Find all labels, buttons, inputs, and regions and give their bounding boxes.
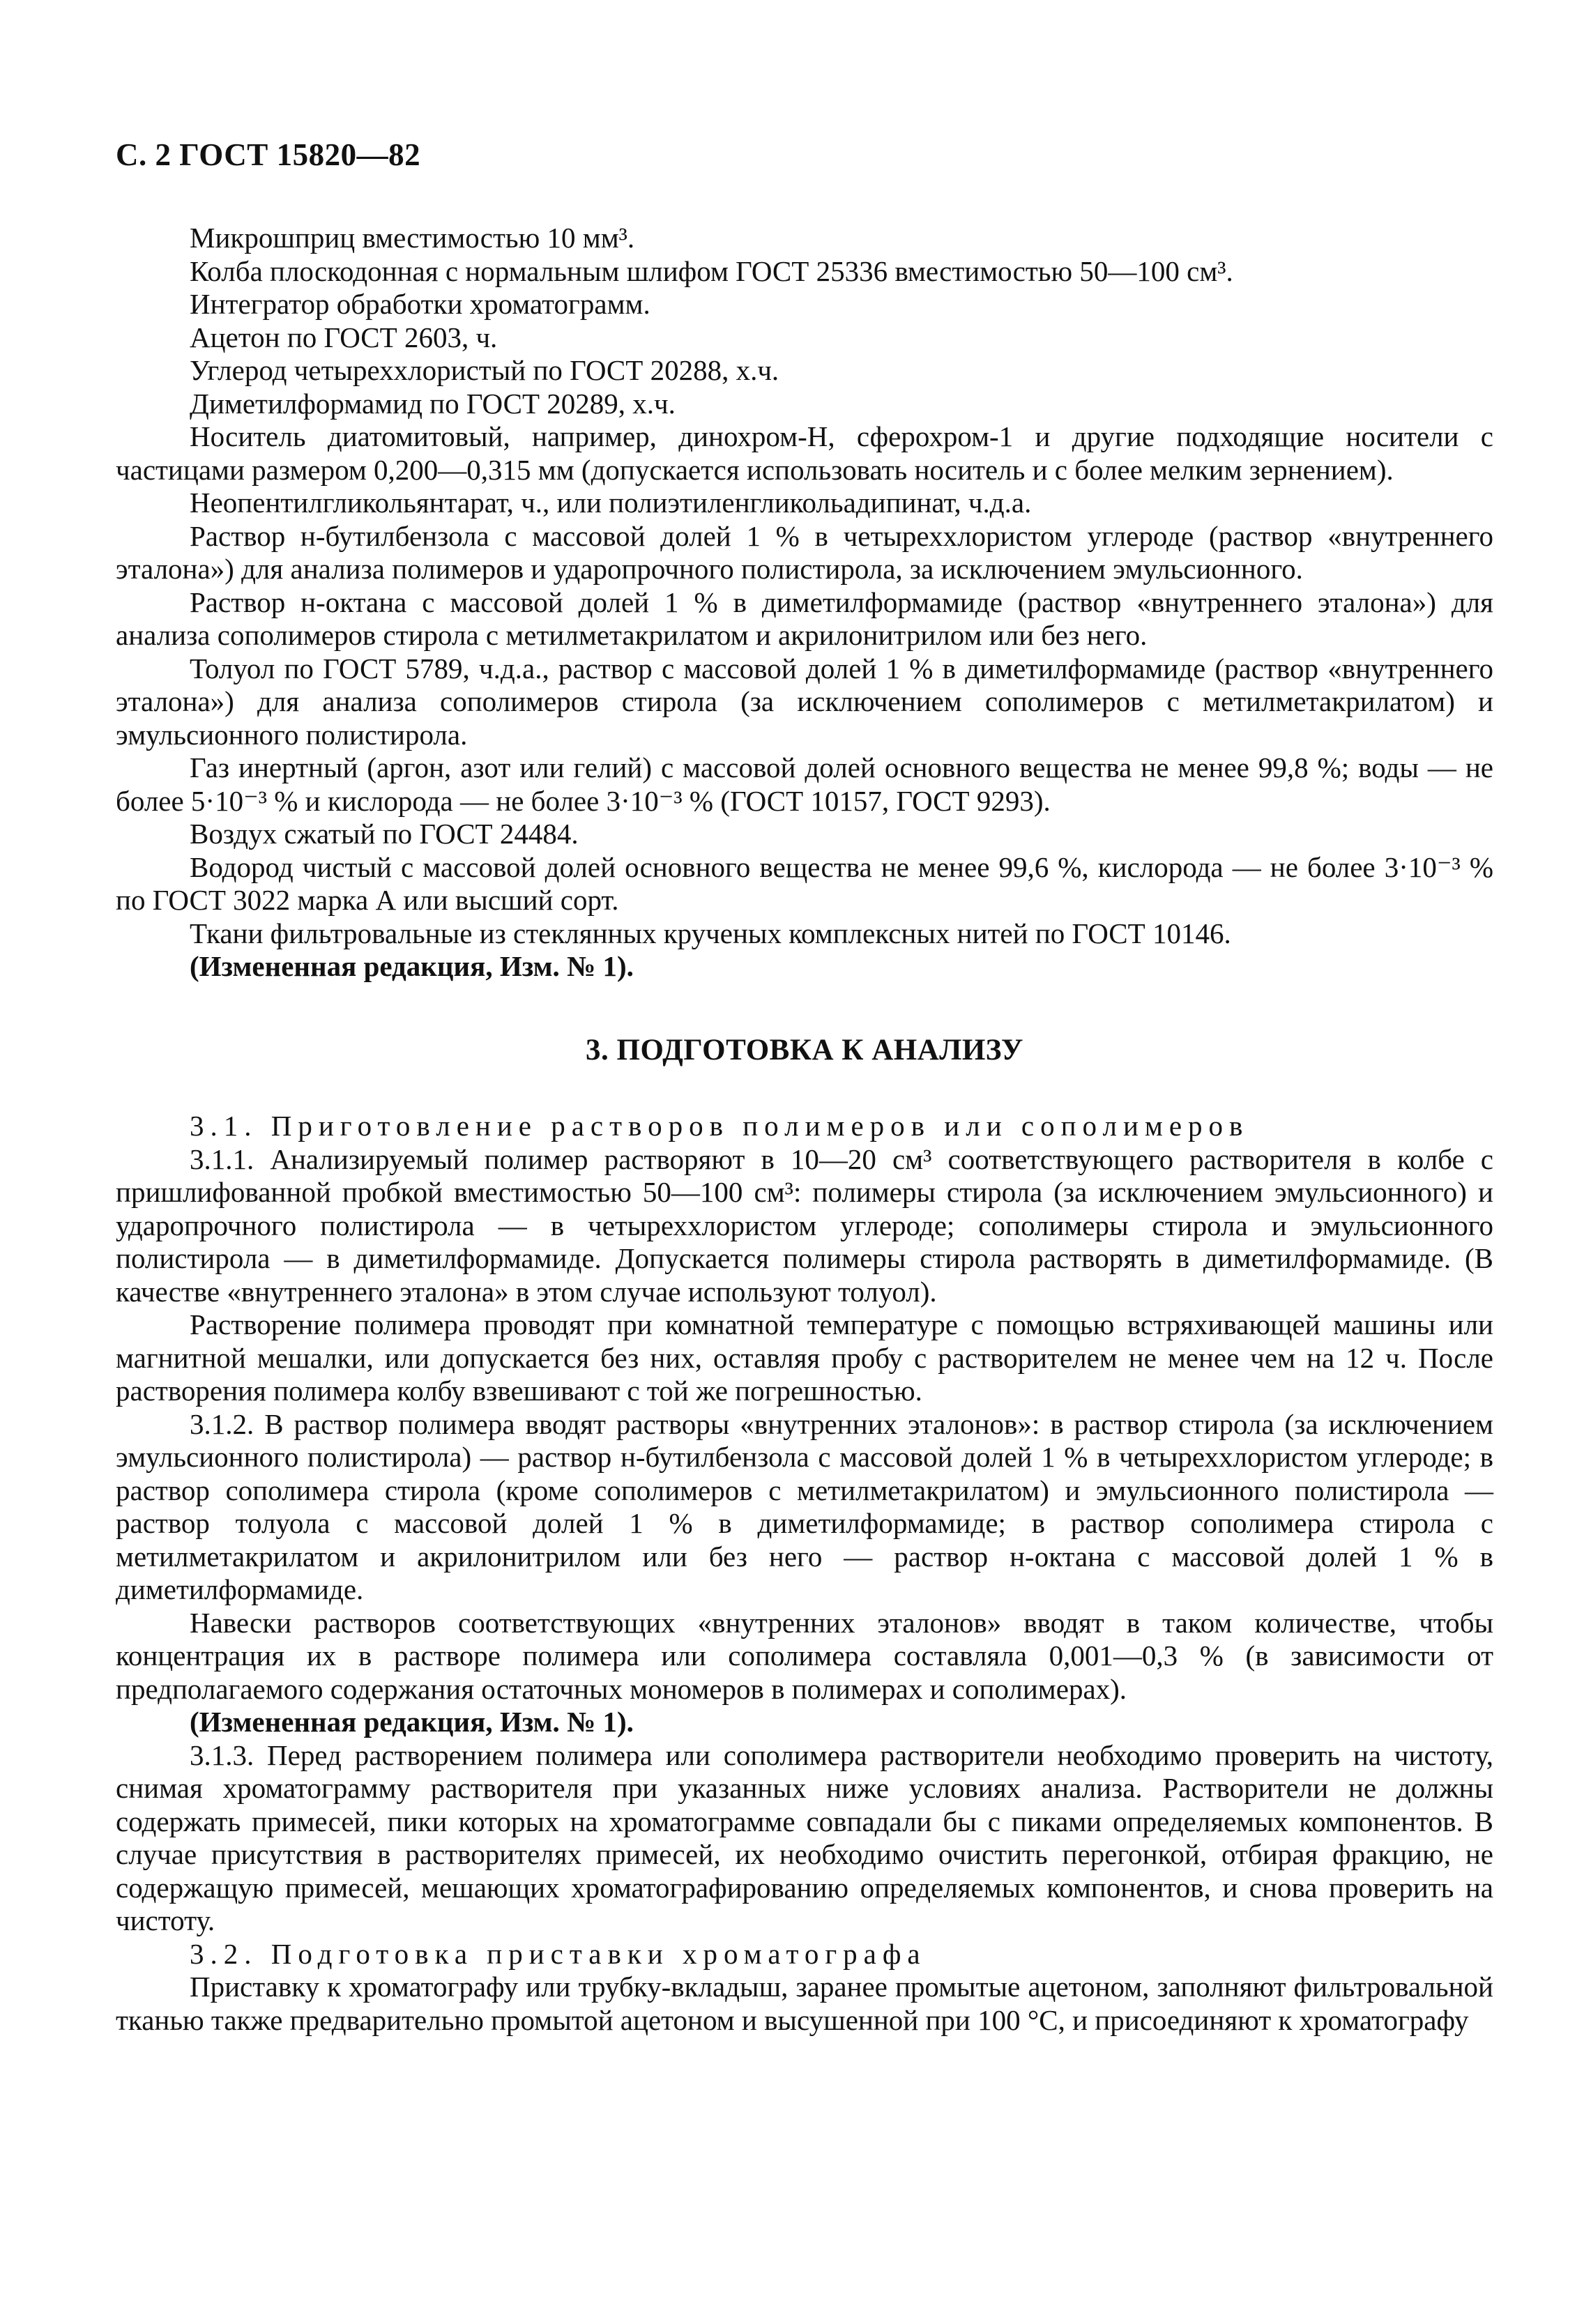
clause-3-1-2: 3.1.2. В раствор полимера вводят растворы «внутренних эталонов»: в раствор стирола (за исключением эмульсионного полистирола) — раствор н-бутилбензола с массовой долей 1 % в четыреххлористом углероде; в раствор сополимера стирола (кроме сополимеров с метилметакрилатом) и эмульсионного полистирола — раствор толуола с массовой долей 1 % в диметилформамиде; в раствор сополимера стирола с метилметакрилатом и акрилонитрилом или без него — раствор н-октана с массовой долей 1 % в диметилформамиде. — [116, 1407, 1493, 1605]
subsection-title-3-2: 3.2. Подготовка приставки хроматографа — [190, 1937, 927, 1970]
page-header: С. 2 ГОСТ 15820—82 — [116, 137, 421, 172]
clause-3-1-1: 3.1.1. Анализируемый полимер растворяют в 10—20 см³ соответствующего растворителя в колбе с пришлифованной пробкой вместимостью 50—100 см³: полимеры стирола (за исключением эмульсионного) и ударопрочного полистирола — в четыреххлористом углероде; сополимеры стирола и эмульсионного полистирола — в диметилформамиде. Допускается полимеры стирола растворять в диметилформамиде. (В качестве «внутреннего эталона» в этом случае используют толуол). — [116, 1142, 1493, 1308]
document-body — [116, 222, 1493, 2037]
amendment-note: (Измененная редакция, Изм. № 1). — [190, 1706, 634, 1738]
item-carbon-tetrachloride: Углерод четыреххлористый по ГОСТ 20288, х.ч. — [190, 354, 779, 386]
item-octane: Раствор н-октана с массовой долей 1 % в диметилформамиде (раствор «внутреннего эталона») для анализа сополимеров стирола с метилметакрилатом и акрилонитрилом или без него. — [116, 586, 1493, 651]
clause-3-1-3: 3.1.3. Перед растворением полимера или сополимера растворители необходимо проверить на чистоту, снимая хроматограмму растворителя при указанных ниже условиях анализа. Растворители не должны содержать примесей, пики которых на хроматограмме совпадали бы с пиками определяемых компонентов. В случае присутствия в растворителях примесей, их необходимо очистить перегонкой, отбирая фракцию, не содержащую примесей, мешающих хроматографированию определяемых компонентов, и снова проверить на чистоту. — [116, 1738, 1493, 1936]
amendment-note: (Измененная редакция, Изм. № 1). — [190, 950, 634, 982]
item-carrier: Носитель диатомитовый, например, динохром-Н, сферохром-1 и другие подходящие носители с частицами размером 0,200—0,315 мм (допускается использовать носитель и с более мелким зернением). — [116, 420, 1493, 486]
item-butylbenzene: Раствор н-бутилбензола с массовой долей 1 % в четыреххлористом углероде (раствор «внутреннего эталона») для анализа полимеров и ударопрочного полистирола, за исключением эмульсионного. — [116, 519, 1493, 585]
item-integrator: Интегратор обработки хроматограмм. — [190, 288, 650, 320]
paragraph-dissolution: Растворение полимера проводят при комнатной температуре с помощью встряхивающей машины или магнитной мешалки, или допускается без них, оставляя пробу с растворителем не менее чем на 12 ч. После растворения полимера колбу взвешивают с той же погрешностью. — [116, 1308, 1493, 1407]
item-toluene: Толуол по ГОСТ 5789, ч.д.а., раствор с массовой долей 1 % в диметилформамиде (раствор «внутреннего эталона») для анализа сополимеров стирола (за исключением сополимеров с метилметакрилатом) и эмульсионного полистирола. — [116, 652, 1493, 751]
item-fabric: Ткани фильтровальные из стеклянных крученых комплексных нитей по ГОСТ 10146. — [190, 917, 1231, 949]
item-flask: Колба плоскодонная с нормальным шлифом ГОСТ 25336 вместимостью 50—100 см³. — [190, 254, 1233, 287]
item-inert-gas: Газ инертный (аргон, азот или гелий) с массовой долей основного вещества не менее 99,8 %; воды — не более 5·10⁻³ % и кислорода — не более 3·10⁻³ % (ГОСТ 10157, ГОСТ 9293). — [116, 751, 1493, 817]
paragraph-weights: Навески растворов соответствующих «внутренних эталонов» вводят в таком количестве, чтобы концентрация их в растворе полимера или сополимера составляла 0,001—0,3 % (в зависимости от предполагаемого содержания остаточных мономеров в полимерах и сополимерах). — [116, 1606, 1493, 1705]
item-neopentyl: Неопентилгликольянтарат, ч., или полиэтиленгликольадипинат, ч.д.а. — [190, 487, 1032, 519]
item-microsyringe: Микрошприц вместимостью 10 мм³. — [190, 222, 635, 254]
section-heading: 3. ПОДГОТОВКА К АНАЛИЗУ — [586, 1033, 1023, 1067]
item-air: Воздух сжатый по ГОСТ 24484. — [190, 818, 579, 850]
subsection-title-3-1: 3.1. Приготовление растворов полимеров или сополимеров — [190, 1110, 1249, 1142]
paragraph-attachment: Приставку к хроматографу или трубку-вкладыш, заранее промытые ацетоном, заполняют фильтровальной тканью также предварительно промытой ацетоном и высушенной при 100 °С, и присоединяют к хроматографу — [116, 1971, 1493, 2036]
item-acetone: Ацетон по ГОСТ 2603, ч. — [190, 321, 498, 353]
item-hydrogen: Водород чистый с массовой долей основного вещества не менее 99,6 %, кислорода — не более 3·10⁻³ % по ГОСТ 3022 марка А или высший сорт. — [116, 850, 1493, 916]
item-dmf: Диметилформамид по ГОСТ 20289, х.ч. — [190, 387, 676, 420]
